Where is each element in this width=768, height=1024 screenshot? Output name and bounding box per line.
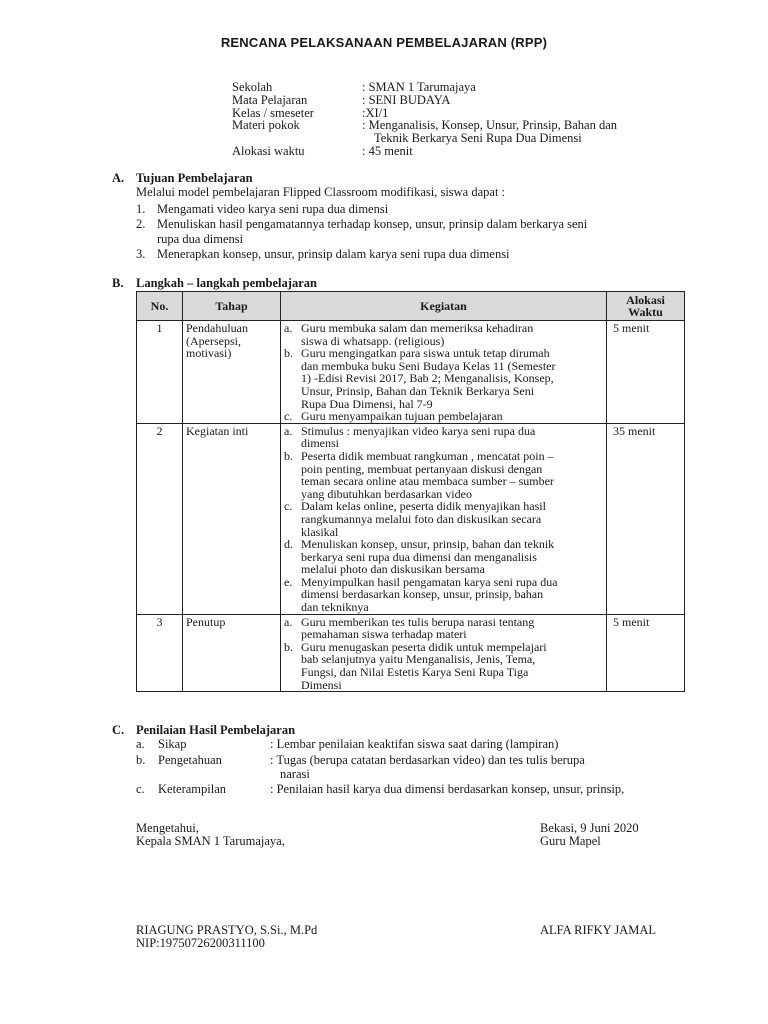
info-label-alokasi-waktu: Alokasi waktu [232,144,305,158]
teacher-name: ALFA RIFKY JAMAL [540,923,656,937]
activity-line: dan tekniknya [301,600,369,615]
activity-line: Rupa Dua Dimensi, hal 7-9 [301,396,433,411]
objective-number: 3. [136,247,146,261]
row-kegiatan [281,321,607,424]
activity-text [301,641,603,691]
activity-item [284,347,603,410]
activity-text [301,616,603,641]
activity-letter: e. [284,574,293,589]
info-value-mata-pelajaran: : SENI BUDAYA [362,93,451,107]
header-alokasi-line1: Alokasi [626,293,665,307]
assessment-label-sikap: Sikap [158,737,187,751]
header-kegiatan: Kegiatan [281,292,607,321]
activity-line: Guru menyampaikan tujuan pembelajaran [301,409,503,424]
activity-item [284,410,603,423]
activity-line: Guru memberikan tes tulis berupa narasi tentang [301,614,535,629]
header-alokasi-waktu [607,292,685,321]
activity-line: Stimulus : menyajikan video karya seni rupa dua [301,423,536,438]
table-row [137,321,685,424]
activity-line: Unsur, Prinsip, Bahan dan Teknik Berkarya Seni [301,383,535,398]
activity-line: melalui photo dan diskusikan bersama [301,562,485,577]
info-label-kelas: Kelas / smeseter [232,106,314,120]
activity-line: Menyimpulkan hasil pengamatan karya seni rupa dua [301,574,558,589]
objective-text: Menerapkan konsep, unsur, prinsip dalam karya seni rupa dua dimensi [157,247,510,261]
row-tahap [183,423,281,614]
assessment-value-pengetahuan: : Tugas (berupa catatan berdasarkan video) dan tes tulis berupa [270,753,585,767]
objective-text: Menuliskan hasil pengamatannya terhadap konsep, unsur, prinsip dalam berkarya seni [157,217,588,231]
row-number: 3 [137,614,183,692]
activity-line: teman secara online atau membaca sumber – sumber [301,474,554,489]
row-kegiatan [281,423,607,614]
activity-text [301,410,603,423]
activity-letter: a. [284,423,293,438]
section-a-title: Tujuan Pembelajaran [136,171,253,185]
info-value-materi-pokok-cont: Teknik Berkarya Seni Rupa Dua Dimensi [374,131,582,145]
objective-text: Mengamati video karya seni rupa dua dimensi [157,202,389,216]
signature-left-line2: Kepala SMAN 1 Tarumajaya, [136,834,285,848]
table-row [137,423,685,614]
info-label-sekolah: Sekolah [232,80,273,94]
row-number: 2 [137,423,183,614]
activity-item [284,641,603,691]
assessment-label-pengetahuan: Pengetahuan [158,753,222,767]
activity-line: dan membuka buku Seni Budaya Kelas 11 (Semester [301,358,556,373]
tahap-line: (Apersepsi, [186,333,241,348]
section-a-intro: Melalui model pembelajaran Flipped Classroom modifikasi, siswa dapat : [136,185,506,199]
activity-line: bab selanjutnya yaitu Menganalisis, Jenis, Tema, [301,652,536,667]
activity-text [301,576,603,614]
activity-line: Peserta didik membuat rangkuman , mencatat poin – [301,448,554,463]
objective-number: 2. [136,217,146,231]
row-tahap [183,614,281,692]
row-alokasi-waktu: 35 menit [607,423,685,614]
activity-item [284,538,603,576]
activity-letter: b. [284,639,293,654]
signature-date: Bekasi, 9 Juni 2020 [540,821,639,835]
objective-text-cont: rupa dua dimensi [157,232,244,246]
activity-line: yang dibutuhkan berdasarkan video [301,486,472,501]
activity-line: Dalam kelas online, peserta didik menyajikan hasil [301,499,546,514]
activity-line: siswa di whatsapp. (religious) [301,333,445,348]
activity-line: pemahaman siswa terhadap materi [301,627,467,642]
activity-line: Guru membuka salam dan memeriksa kehadiran [301,321,534,335]
tahap-line: Kegiatan inti [186,423,249,438]
activity-letter: c. [284,499,293,514]
activity-line: poin penting, membuat pertanyaan diskusi dengan [301,461,543,476]
activity-line: dimensi [301,436,339,451]
principal-nip: NIP:19750726200311100 [136,936,265,950]
document-title: RENCANA PELAKSANAAN PEMBELAJARAN (RPP) [220,35,548,50]
assessment-value-keterampilan: : Penilaian hasil karya dua dimensi berdasarkan konsep, unsur, prinsip, [270,782,625,796]
activity-item [284,425,603,450]
principal-name: RIAGUNG PRASTYO, S.Si., M.Pd [136,923,318,937]
row-alokasi-waktu: 5 menit [607,321,685,424]
activity-line: Menuliskan konsep, unsur, prinsip, bahan dan teknik [301,537,555,552]
activity-line: Guru mengingatkan para siswa untuk tetap dirumah [301,346,550,361]
activity-line: berkarya seni rupa dua dimensi dan menganalisis [301,549,537,564]
section-c-letter: C. [112,723,125,737]
activity-line: Dimensi [301,677,342,692]
table-row [137,614,685,692]
learning-steps-table [136,291,685,692]
activity-letter: c. [284,409,293,424]
activity-line: dimensi berdasarkan konsep, unsur, prinsip, bahan [301,587,544,602]
header-alokasi-line2: Waktu [628,305,663,319]
activity-item [284,322,603,347]
activity-item [284,450,603,500]
section-a-letter: A. [112,171,125,185]
activity-line: 1) -Edisi Revisi 2017, Bab 2; Menganalisis, Konsep, [301,371,554,386]
activity-letter: d. [284,537,293,552]
section-b-title: Langkah – langkah pembelajaran [136,276,317,290]
activity-text [301,322,603,347]
tahap-line: motivasi) [186,346,232,361]
header-no: No. [137,292,183,321]
assessment-label-keterampilan: Keterampilan [158,782,227,796]
activity-line: Guru menugaskan peserta didik untuk mempelajari [301,639,547,654]
activity-item [284,576,603,614]
info-value-alokasi-waktu: : 45 menit [362,144,413,158]
activity-line: Fungsi, dan Nilai Estetis Karya Seni Rupa Tiga [301,665,529,680]
activity-text [301,450,603,500]
activity-item [284,500,603,538]
activity-letter: b. [284,346,293,361]
row-tahap [183,321,281,424]
assessment-value-pengetahuan-cont: narasi [280,767,310,781]
tahap-line: Penutup [186,614,226,629]
activity-line: klasikal [301,524,339,539]
header-tahap: Tahap [183,292,281,321]
activity-item [284,616,603,641]
assessment-letter: c. [136,782,145,796]
activity-text [301,425,603,450]
activity-line: rangkumannya melalui foto dan diskusikan secara [301,511,542,526]
row-kegiatan [281,614,607,692]
row-alokasi-waktu: 5 menit [607,614,685,692]
activity-letter: a. [284,321,293,335]
activity-letter: a. [284,614,293,629]
table-header-row [137,292,685,321]
activity-text [301,347,603,410]
assessment-value-sikap: : Lembar penilaian keaktifan siswa saat daring (lampiran) [270,737,559,751]
section-c-title: Penilaian Hasil Pembelajaran [136,723,296,737]
activity-text [301,538,603,576]
tahap-line: Pendahuluan [186,321,248,335]
activity-letter: b. [284,448,293,463]
info-label-mata-pelajaran: Mata Pelajaran [232,93,308,107]
signature-left-line1: Mengetahui, [136,821,199,835]
info-value-materi-pokok: : Menganalisis, Konsep, Unsur, Prinsip, Bahan dan [362,118,618,132]
row-number: 1 [137,321,183,424]
objective-number: 1. [136,202,146,216]
signature-right-line2: Guru Mapel [540,834,601,848]
info-label-materi-pokok: Materi pokok [232,118,300,132]
activity-text [301,500,603,538]
info-value-kelas: :XI/1 [362,106,389,120]
assessment-letter: b. [136,753,146,767]
assessment-letter: a. [136,737,145,751]
info-value-sekolah: : SMAN 1 Tarumajaya [362,80,476,94]
section-b-letter: B. [112,276,124,290]
